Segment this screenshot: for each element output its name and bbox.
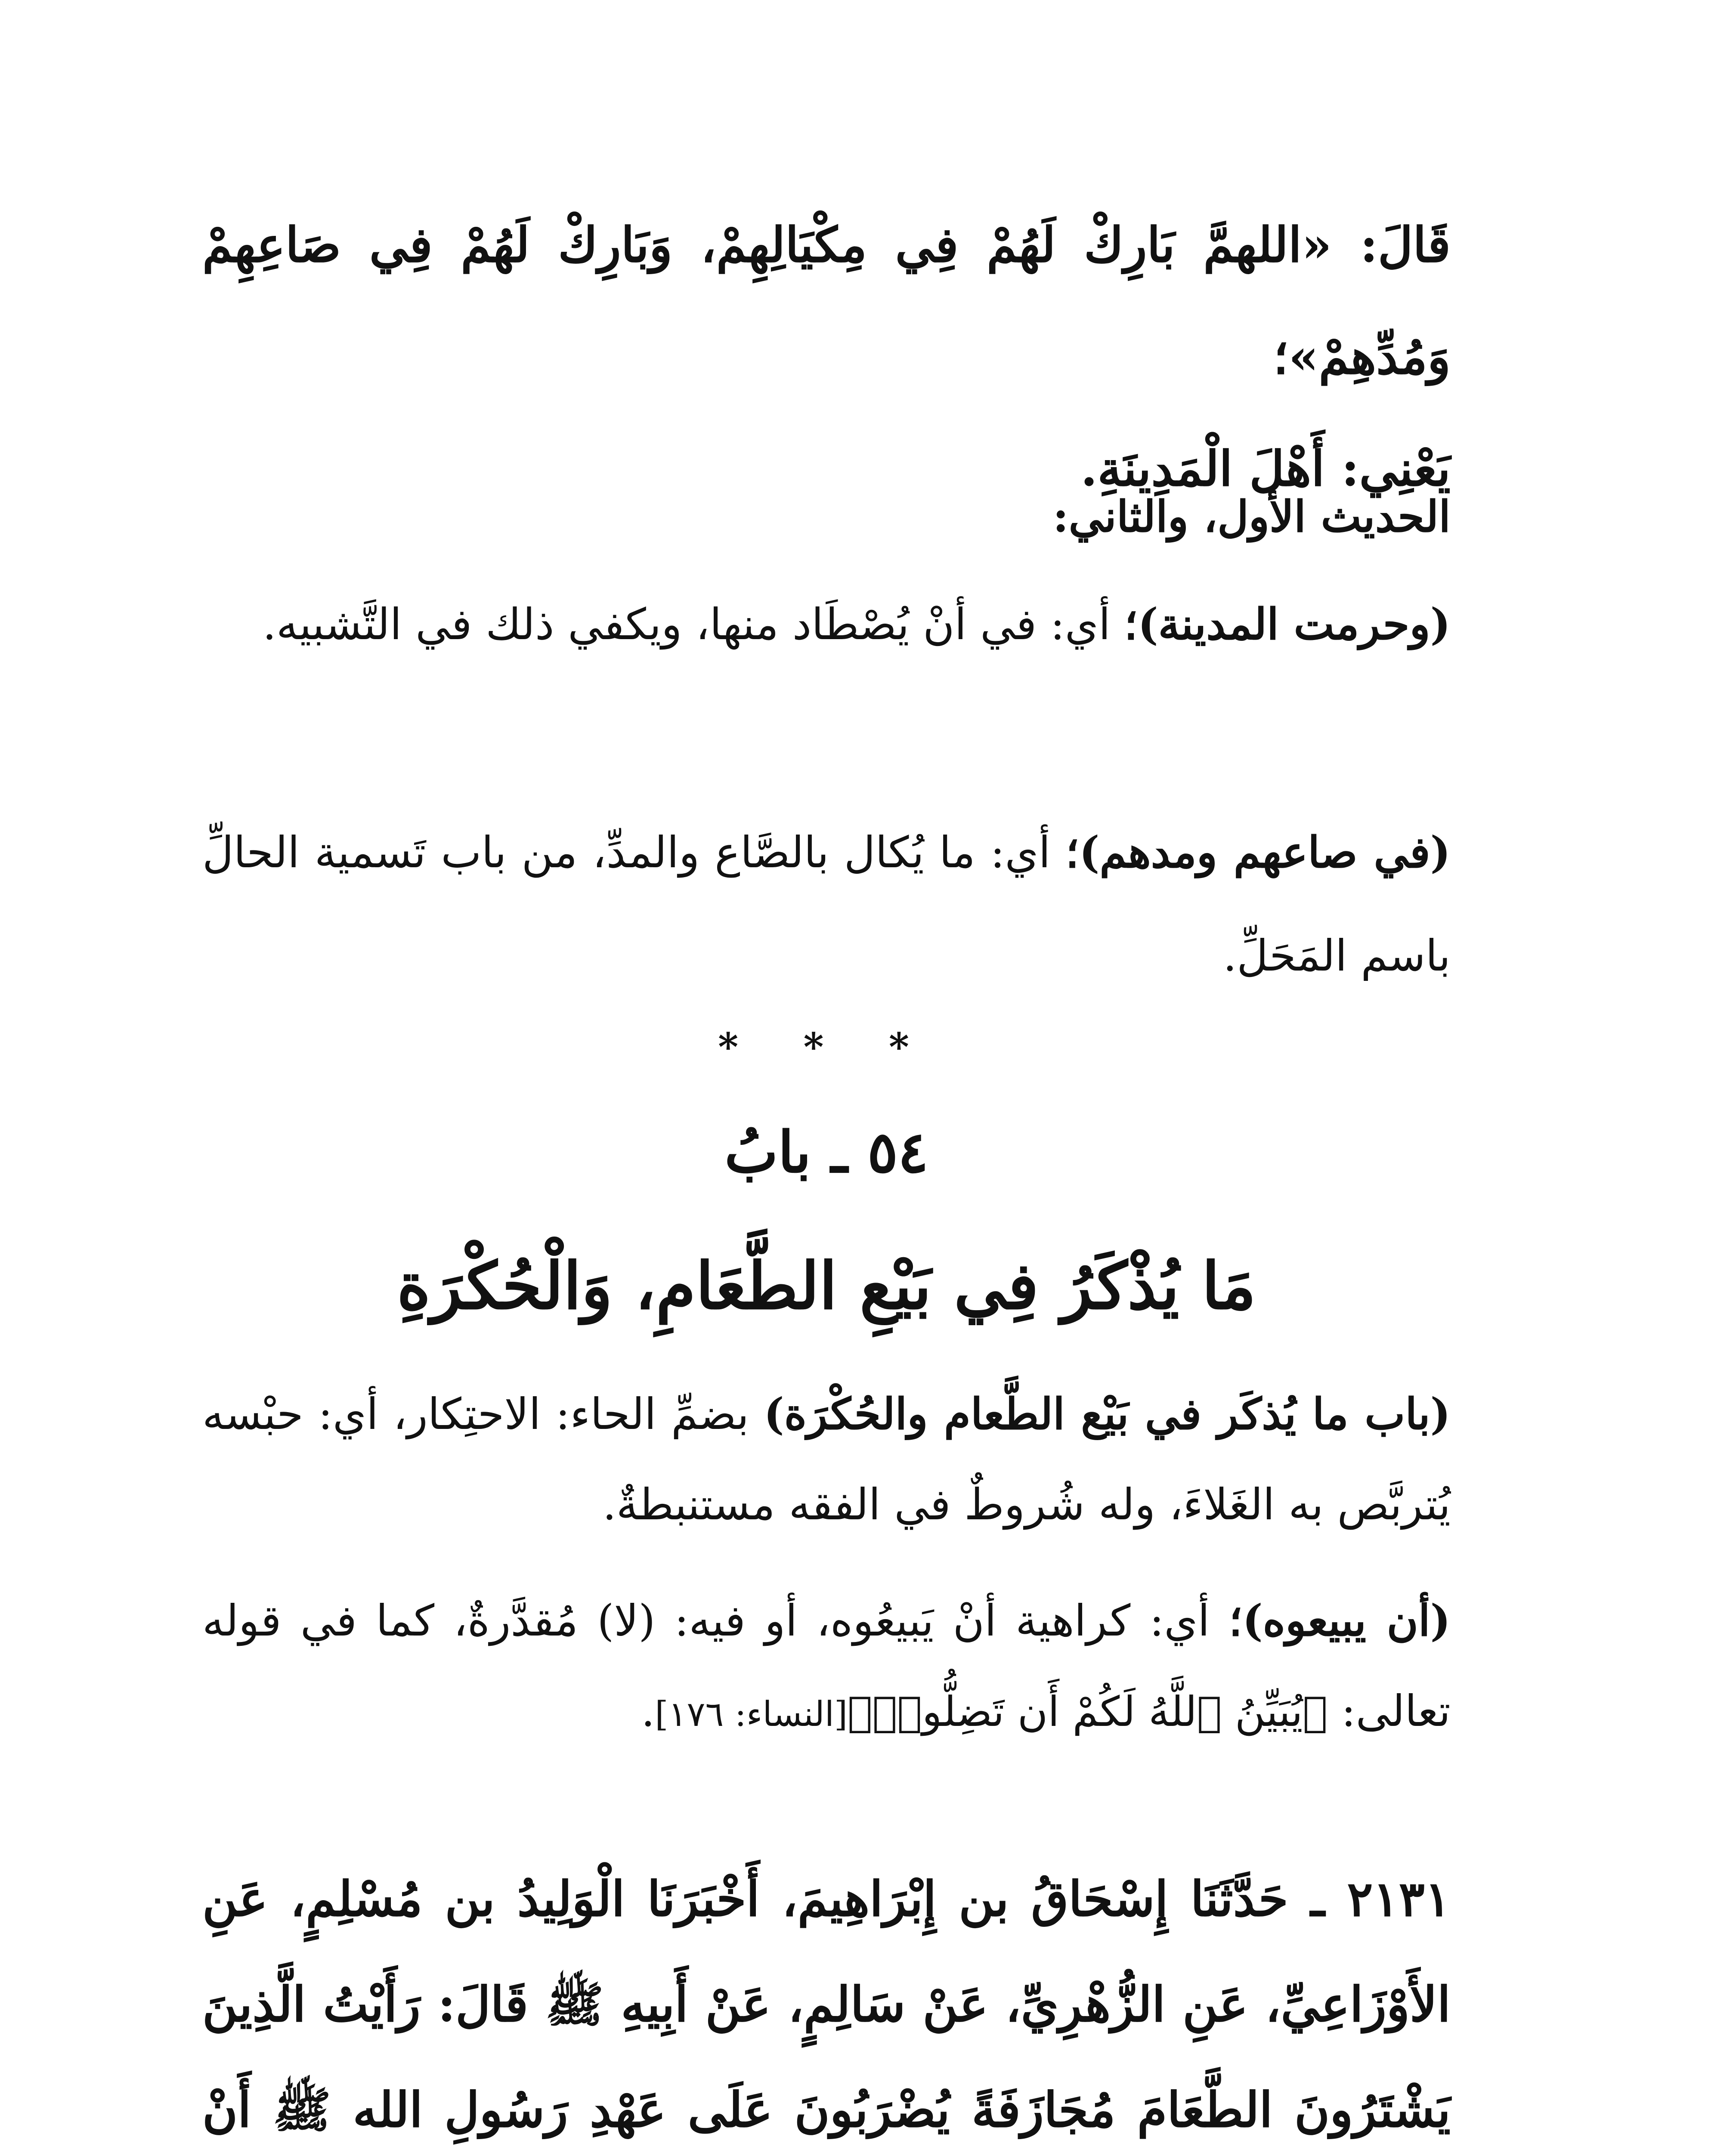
- chapter-commentary-paragraph-2: [202, 1575, 1451, 1759]
- chapter-commentary-paragraph-1: [202, 1369, 1451, 1550]
- chapter-commentary-end: .: [641, 1686, 655, 1736]
- commentary-paragraph-1: [202, 572, 1451, 676]
- chapter-commentary-text-1: بضمِّ الحاء: الاحتِكار، أي: حبْسه يُتربَّص به الغَلاءَ، وله شُروطٌ في الفقه مستنبطةٌ.: [202, 1389, 1451, 1530]
- commentary-lemma-1: (وحرمت المدينة)؛: [1124, 599, 1451, 649]
- commentary-paragraph-2: [202, 801, 1451, 1008]
- chapter-number: ٥٤ ـ بابُ: [724, 1119, 928, 1186]
- hadith-2131: ٢١٣١ ـ حَدَّثَنَا إِسْحَاقُ بن إِبْرَاهِيمَ، أَخْبَرَنَا الْوَلِيدُ بن مُسْلِمٍ، عَنِ الأَوْزَاعِيِّ، عَنِ الزُّهْرِيِّ، عَنْ سَالِمٍ، عَنْ أَبِيهِ ﷺ قَالَ: رَأَيْتُ الَّذِينَ يَشْتَرُونَ الطَّعَامَ مُجَازَفَةً يُضْرَبُونَ عَلَى عَهْدِ رَسُولِ الله ﷺ أَنْ: [202, 1871, 1451, 2138]
- commentary-heading: الحديث الأول، والثاني:: [1052, 491, 1451, 542]
- chapter-title: مَا يُذْكَرُ فِي بَيْعِ الطَّعَامِ، وَالْحُكْرَةِ: [397, 1248, 1256, 1324]
- quran-reference: [النساء: ١٧٦]: [655, 1694, 848, 1734]
- quran-verse: ﴿يُبَيِّنُ ٱللَّهُ لَكُمْ أَن تَضِلُّوا۟﴾: [848, 1688, 1328, 1736]
- chapter-commentary-text-2: أي: كراهية أنْ يَبيعُوه، أو فيه: (لا) مُقدَّرةٌ، كما في قوله تعالى:: [202, 1595, 1451, 1736]
- commentary-text-2: أي: ما يُكال بالصَّاع والمدِّ، من باب تَسمية الحالِّ باسم المَحَلِّ.: [202, 827, 1451, 981]
- section-separator: * * *: [718, 1024, 935, 1070]
- hadith-line-2: يَعْنِي: أَهْلَ الْمَدِينَةِ.: [1080, 441, 1451, 497]
- hadith-line-1: قَالَ: «اللهمَّ بَارِكْ لَهُمْ فِي مِكْيَالِهِمْ، وَبَارِكْ لَهُمْ فِي صَاعِهِمْ وَمُدِّهِمْ»؛: [202, 217, 1451, 385]
- chapter-commentary-lemma-1: (باب ما يُذكَر في بَيْع الطَّعام والحُكْرَة): [764, 1388, 1451, 1439]
- commentary-lemma-2: (في صاعهم ومدهم)؛: [1065, 827, 1451, 878]
- chapter-commentary-lemma-2: (أن يبيعوه)؛: [1229, 1595, 1451, 1646]
- commentary-text-1: أي: في أنْ يُصْطَاد منها، ويكفي ذلك في التَّشبيه.: [263, 599, 1124, 649]
